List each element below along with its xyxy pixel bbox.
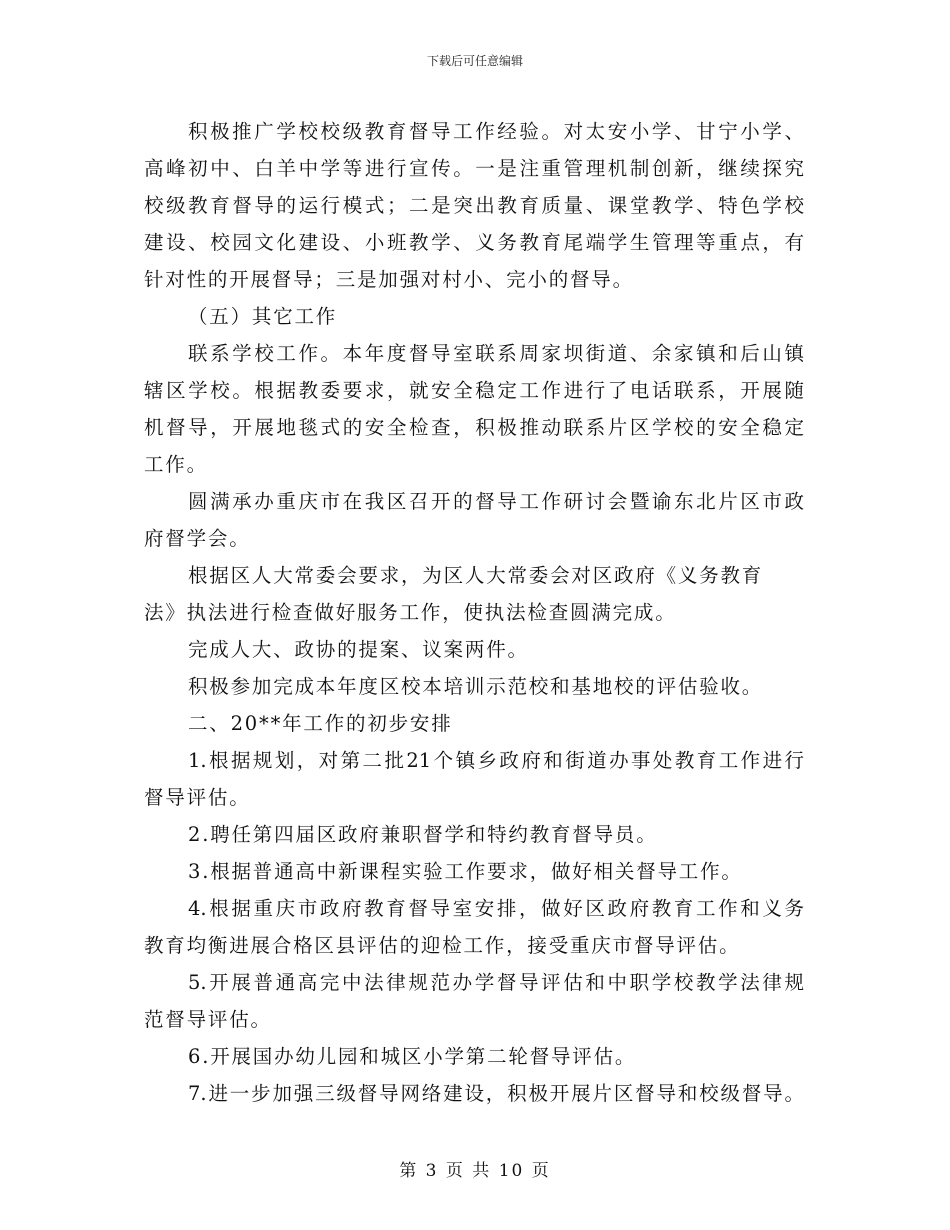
text-line: 机督导，开展地毯式的安全检查，积极推动联系片区学校的安全稳定 <box>144 416 804 439</box>
text-line: 1.根据规划，对第二批21个镇乡政府和街道办事处教育工作进行 <box>188 749 804 772</box>
text-line: 积极参加完成本年度区校本培训示范校和基地校的评估验收。 <box>188 675 764 698</box>
text-line: 工作。 <box>144 453 208 476</box>
text-line: 6.开展国办幼儿园和城区小学第二轮督导评估。 <box>188 1045 637 1068</box>
text-line: 范督导评估。 <box>144 1008 272 1031</box>
text-line: 圆满承办重庆市在我区召开的督导工作研讨会暨谕东北片区市政 <box>188 490 804 513</box>
text-line: 法》执法进行检查做好服务工作，使执法检查圆满完成。 <box>144 601 677 624</box>
text-line: 完成人大、政协的提案、议案两件。 <box>188 638 529 661</box>
text-line: 联系学校工作。本年度督导室联系周家坝街道、余家镇和后山镇 <box>188 342 804 365</box>
text-line: 2.聘任第四届区政府兼职督学和特约教育督导员。 <box>188 823 658 846</box>
text-line: 府督学会。 <box>144 527 251 550</box>
text-line: 二、20**年工作的初步安排 <box>188 712 453 735</box>
text-line: 高峰初中、白羊中学等进行宣传。一是注重管理机制创新，继续探究 <box>144 157 804 180</box>
text-line: 建设、校园文化建设、小班教学、义务教育尾端学生管理等重点，有 <box>144 231 804 254</box>
page-header: 下载后可任意编辑 <box>426 54 523 68</box>
text-line: 5.开展普通高完中法律规范办学督导评估和中职学校教学法律规 <box>188 971 804 994</box>
text-line: 辖区学校。根据教委要求，就安全稳定工作进行了电话联系，开展随 <box>144 379 804 402</box>
text-line: 教育均衡进展合格区县评估的迎检工作，接受重庆市督导评估。 <box>144 934 741 957</box>
document-body <box>144 113 804 1112</box>
text-line: （五）其它工作 <box>188 305 338 328</box>
text-line: 根据区人大常委会要求，为区人大常委会对区政府《义务教育 <box>188 564 764 587</box>
text-line: 督导评估。 <box>144 786 251 809</box>
text-line: 校级教育督导的运行模式；二是突出教育质量、课堂教学、特色学校 <box>144 194 804 217</box>
text-line: 针对性的开展督导；三是加强对村小、完小的督导。 <box>144 268 634 291</box>
page-footer: 第 3 页 共 10 页 <box>399 1161 551 1181</box>
text-line: 4.根据重庆市政府教育督导室安排，做好区政府教育工作和义务 <box>188 897 804 920</box>
text-line: 3.根据普通高中新课程实验工作要求，做好相关督导工作。 <box>188 860 743 883</box>
text-line: 7.进一步加强三级督导网络建设，积极开展片区督导和校级督导。 <box>188 1082 804 1105</box>
text-line: 积极推广学校校级教育督导工作经验。对太安小学、甘宁小学、 <box>188 120 804 143</box>
